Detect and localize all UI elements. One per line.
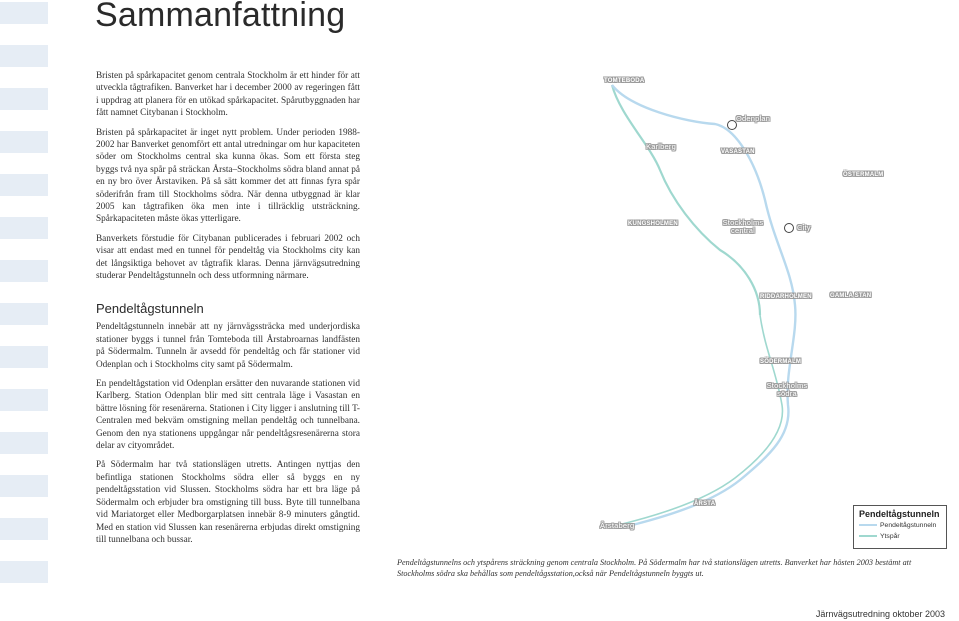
stripe [0,174,48,196]
page-footer: Järnvägsutredning oktober 2003 [815,609,945,619]
map-label-vasastan: VASASTAN [721,149,755,155]
legend-swatch-track [859,535,877,537]
stripe [0,131,48,153]
stripe [0,2,48,24]
stripe [0,303,48,325]
map-label-tomteboda: TOMTEBODA [604,78,645,84]
route-map [560,60,955,560]
tunnel-paragraph: På Södermalm har två stationslägen utretts. Antingen nyttjas den befintliga stationen Stockholms södra eller så byggs en ny pendeltågsstation vid Slussen. Stockholms södra har ett bra läge på Södermalm och erbjuder bra omstigning till buss. Byte till tunnelbana vid Mariatorget eller Medborgarplatsen innebär 8-9 minuters gångtid. Med en station vid Slussen kan resenärerna erbjudas direkt omstigning till tunnelbana och bussar. [96,460,360,545]
map-label-karlberg: Karlberg [646,142,676,151]
intro-section [96,70,360,290]
stripe [0,88,48,110]
page-title: Sammanfattning [95,0,346,34]
map-label-arsta: ÅRSTA [694,501,716,507]
intro-paragraph: Bristen på spårkapacitet genom centrala Stockholm är ett hinder för att utveckla tågtrafiken. Banverket har i december 2000 av regeringen fått i uppdrag att planera för en utökad spårkapacitet. Spårutbyggnaden har fått namnet Citybanan i Stockholm. [96,71,360,119]
intro-paragraph: Bristen på spårkapacitet är inget nytt problem. Under perioden 1988-2002 har Banverket genomfört ett antal utredningar om hur kapaciteten söder om Stockholms central ska kunna ökas. Som ett första steg byggs två nya spår på sträckan Årsta–Stockholms södra bland annat på en ny bro över Årstaviken. På så sätt kommer det att finnas fyra spår söderifrån fram till Stockholms södra. När denna utbyggnad är klar 2005 kan tågtrafiken öka men inte i tillräcklig utsträckning. Spårkapaciteten måste ökas ytterligare. [96,127,360,225]
map-label-ostermalm: ÖSTERMALM [843,172,884,178]
station-city-marker [784,223,794,233]
stripe [0,346,48,368]
map-label-arstaberg: Årstaberg [600,521,635,530]
legend-label: Ytspår [880,533,900,540]
tunnel-paragraph: En pendeltågstation vid Odenplan ersätter den nuvarande stationen vid Karlberg. Station Odenplan blir med sitt centrala läge i Vasastan en bättre lösning för resenärerna. Stationen i City ligger i anslutning till T-Centralen med bekväm omstigning mellan pendeltåg och tunnelbana. Genom den nya stationens uppgångar når pendeltågsresenärerna stora delar av cityområdet. [96,379,360,452]
legend-label: Pendeltågstunneln [880,522,937,529]
legend-swatch-tunnel [859,524,877,526]
section-heading: Pendeltågstunneln [96,301,204,316]
stripe [0,475,48,497]
stripe [0,217,48,239]
stripe [0,561,48,583]
decorative-side-stripes [0,0,48,621]
map-label-riddarholmen: RIDDARHOLMEN [760,294,812,300]
map-caption: Pendeltågstunnelns och ytspårens sträckning genom centrala Stockholm. På Södermalm har två stationslägen utretts. Banverket har hösten 2003 bestämt att Stockholms södra ska behållas som pendeltågsstation,också när Pendeltågstunneln byggts ut. [397,558,912,578]
legend-item-track [859,533,900,543]
stripe [0,260,48,282]
intro-paragraph: Banverkets förstudie för Citybanan publicerades i februari 2002 och visar att endast med en tunnel för pendeltåg via Stockholms city kan det långsiktiga behovet av tågtrafik klaras. Denna järnvägsutredning studerar Pendeltågstunneln och dess utformning närmare. [96,233,360,282]
tunnel-section [96,303,360,553]
legend-title: Pendeltågstunneln [859,509,940,519]
stripe [0,389,48,411]
tunnel-line [612,85,795,528]
map-label-stockholms-central: Stockholms central [722,218,764,235]
map-label-kungsholmen: KUNGSHOLMEN [628,221,678,227]
map-label-gamla-stan: GAMLA STAN [830,293,872,299]
map-label-stockholms-sodra: Stockholms södra [766,381,808,398]
map-legend [853,505,947,549]
route-map-lines [560,60,955,560]
surface-track-south-line [618,315,782,525]
map-label-city: City [797,223,811,232]
legend-item-tunnel [859,522,936,532]
stripe [0,45,48,67]
stripe [0,518,48,540]
tunnel-paragraph: Pendeltågstunneln innebär att ny järnvägssträcka med underjordiska stationer byggs i tunnel från Tomteboda till Årstabroarnas landfästen på Södermalm. Tunneln är avsedd för pendeltåg och får stationer vid Odenplan och i Stockholms city samt på Södermalm. [96,322,360,370]
map-label-sodermalm: SÖDERMALM [760,359,802,365]
stripe [0,432,48,454]
map-label-odenplan: Odenplan [736,114,771,123]
